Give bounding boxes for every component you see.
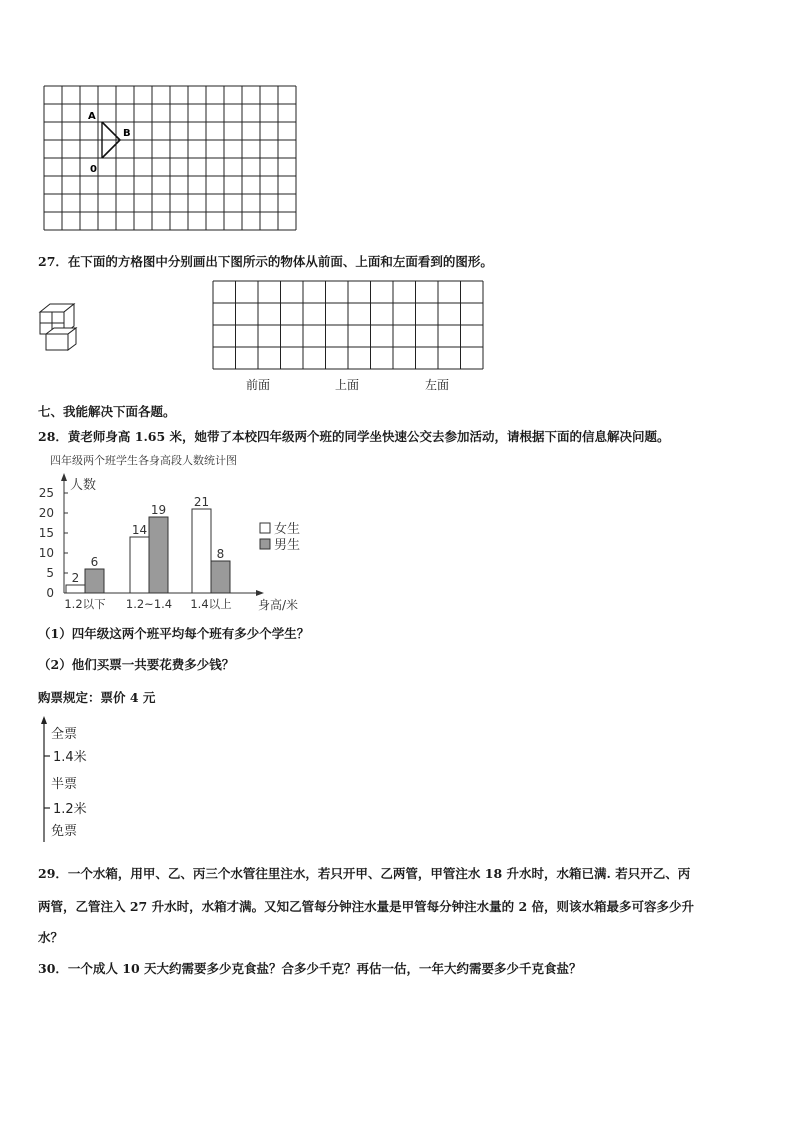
question-29-line-2: 两管，乙管注入 27 升水时，水箱才满。又知乙管每分钟注水量是甲管每分钟注水量的 2 倍，则该水箱最多可容多少升 [38,899,695,914]
bar-boys [149,517,168,593]
bar-girls [192,509,211,593]
sub-question-2: （2）他们买票一共要花费多少钱？ [38,657,235,672]
scale-free: 免票 [51,824,78,839]
bar-value-label: 8 [216,547,225,561]
scale-mark-high: 1.4米 [53,750,87,765]
category-label: 1.2以下 [64,597,106,611]
y-axis-label: 人数 [70,478,97,493]
sub-question-1: （1）四年级这两个班平均每个班有多少个学生？ [38,626,310,641]
bar-value-label: 19 [150,503,167,517]
scale-mark-low: 1.2米 [53,802,87,817]
bar-chart [30,448,330,614]
bar-value-label: 2 [71,571,80,585]
x-axis-arrow [256,590,264,596]
question-29-line-1: 29．一个水箱，用甲、乙、丙三个水管往里注水，若只开甲、乙两管，甲管注水 18 升水时，水箱已满. 若只开乙、丙 [38,866,691,881]
answer-grid-27 [212,280,486,372]
y-tick-label: 0 [46,586,54,600]
y-tick-label: 25 [38,486,54,500]
view-label-top: 上面 [335,378,360,392]
section-heading: 七、我能解决下面各题。 [38,404,176,419]
question-27: 27．在下面的方格图中分别画出下图所示的物体从前面、上面和左面看到的图形。 [38,254,493,269]
ticket-rule: 购票规定：票价 4 元 [38,690,156,705]
scale-full: 全票 [51,727,78,742]
question-29-line-3: 水？ [38,930,64,945]
question-28: 28．黄老师身高 1.65 米，她带了本校四年级两个班的同学坐快速公交去参加活动，请根据下面的信息解决问题。 [38,429,670,444]
bar-boys [85,569,104,593]
view-label-front: 前面 [246,378,271,392]
view-label-left: 左面 [425,378,450,392]
grid-figure-1 [40,84,300,234]
label-b: B [123,128,131,139]
bar-value-label: 21 [193,495,210,509]
bar-girls [130,537,149,593]
bar-value-label: 14 [131,523,148,537]
scale-half: 半票 [51,777,78,792]
legend-label: 女生 [274,522,301,537]
chart-title: 四年级两个班学生各身高段人数统计图 [50,454,237,467]
y-axis-arrow [61,473,67,481]
y-tick-label: 15 [38,526,54,540]
bar-girls [66,585,85,593]
x-axis-label: 身高/米 [258,598,299,612]
label-o: 0 [90,164,97,175]
bar-boys [211,561,230,593]
category-label: 1.4以上 [190,597,232,611]
bar-value-label: 6 [90,555,99,569]
y-tick-label: 5 [46,566,54,580]
question-30: 30．一个成人 10 天大约需要多少克食盐？合多少千克？再估一估，一年大约需要多少千克食盐？ [38,961,582,976]
legend-swatch [260,523,270,533]
legend-label: 男生 [274,538,301,553]
ticket-scale [36,714,146,844]
category-label: 1.2~1.4 [125,597,173,611]
y-tick-label: 10 [38,546,54,560]
label-a: A [88,111,96,122]
cube-stack-figure [32,298,88,356]
legend-swatch [260,539,270,549]
y-tick-label: 20 [38,506,54,520]
